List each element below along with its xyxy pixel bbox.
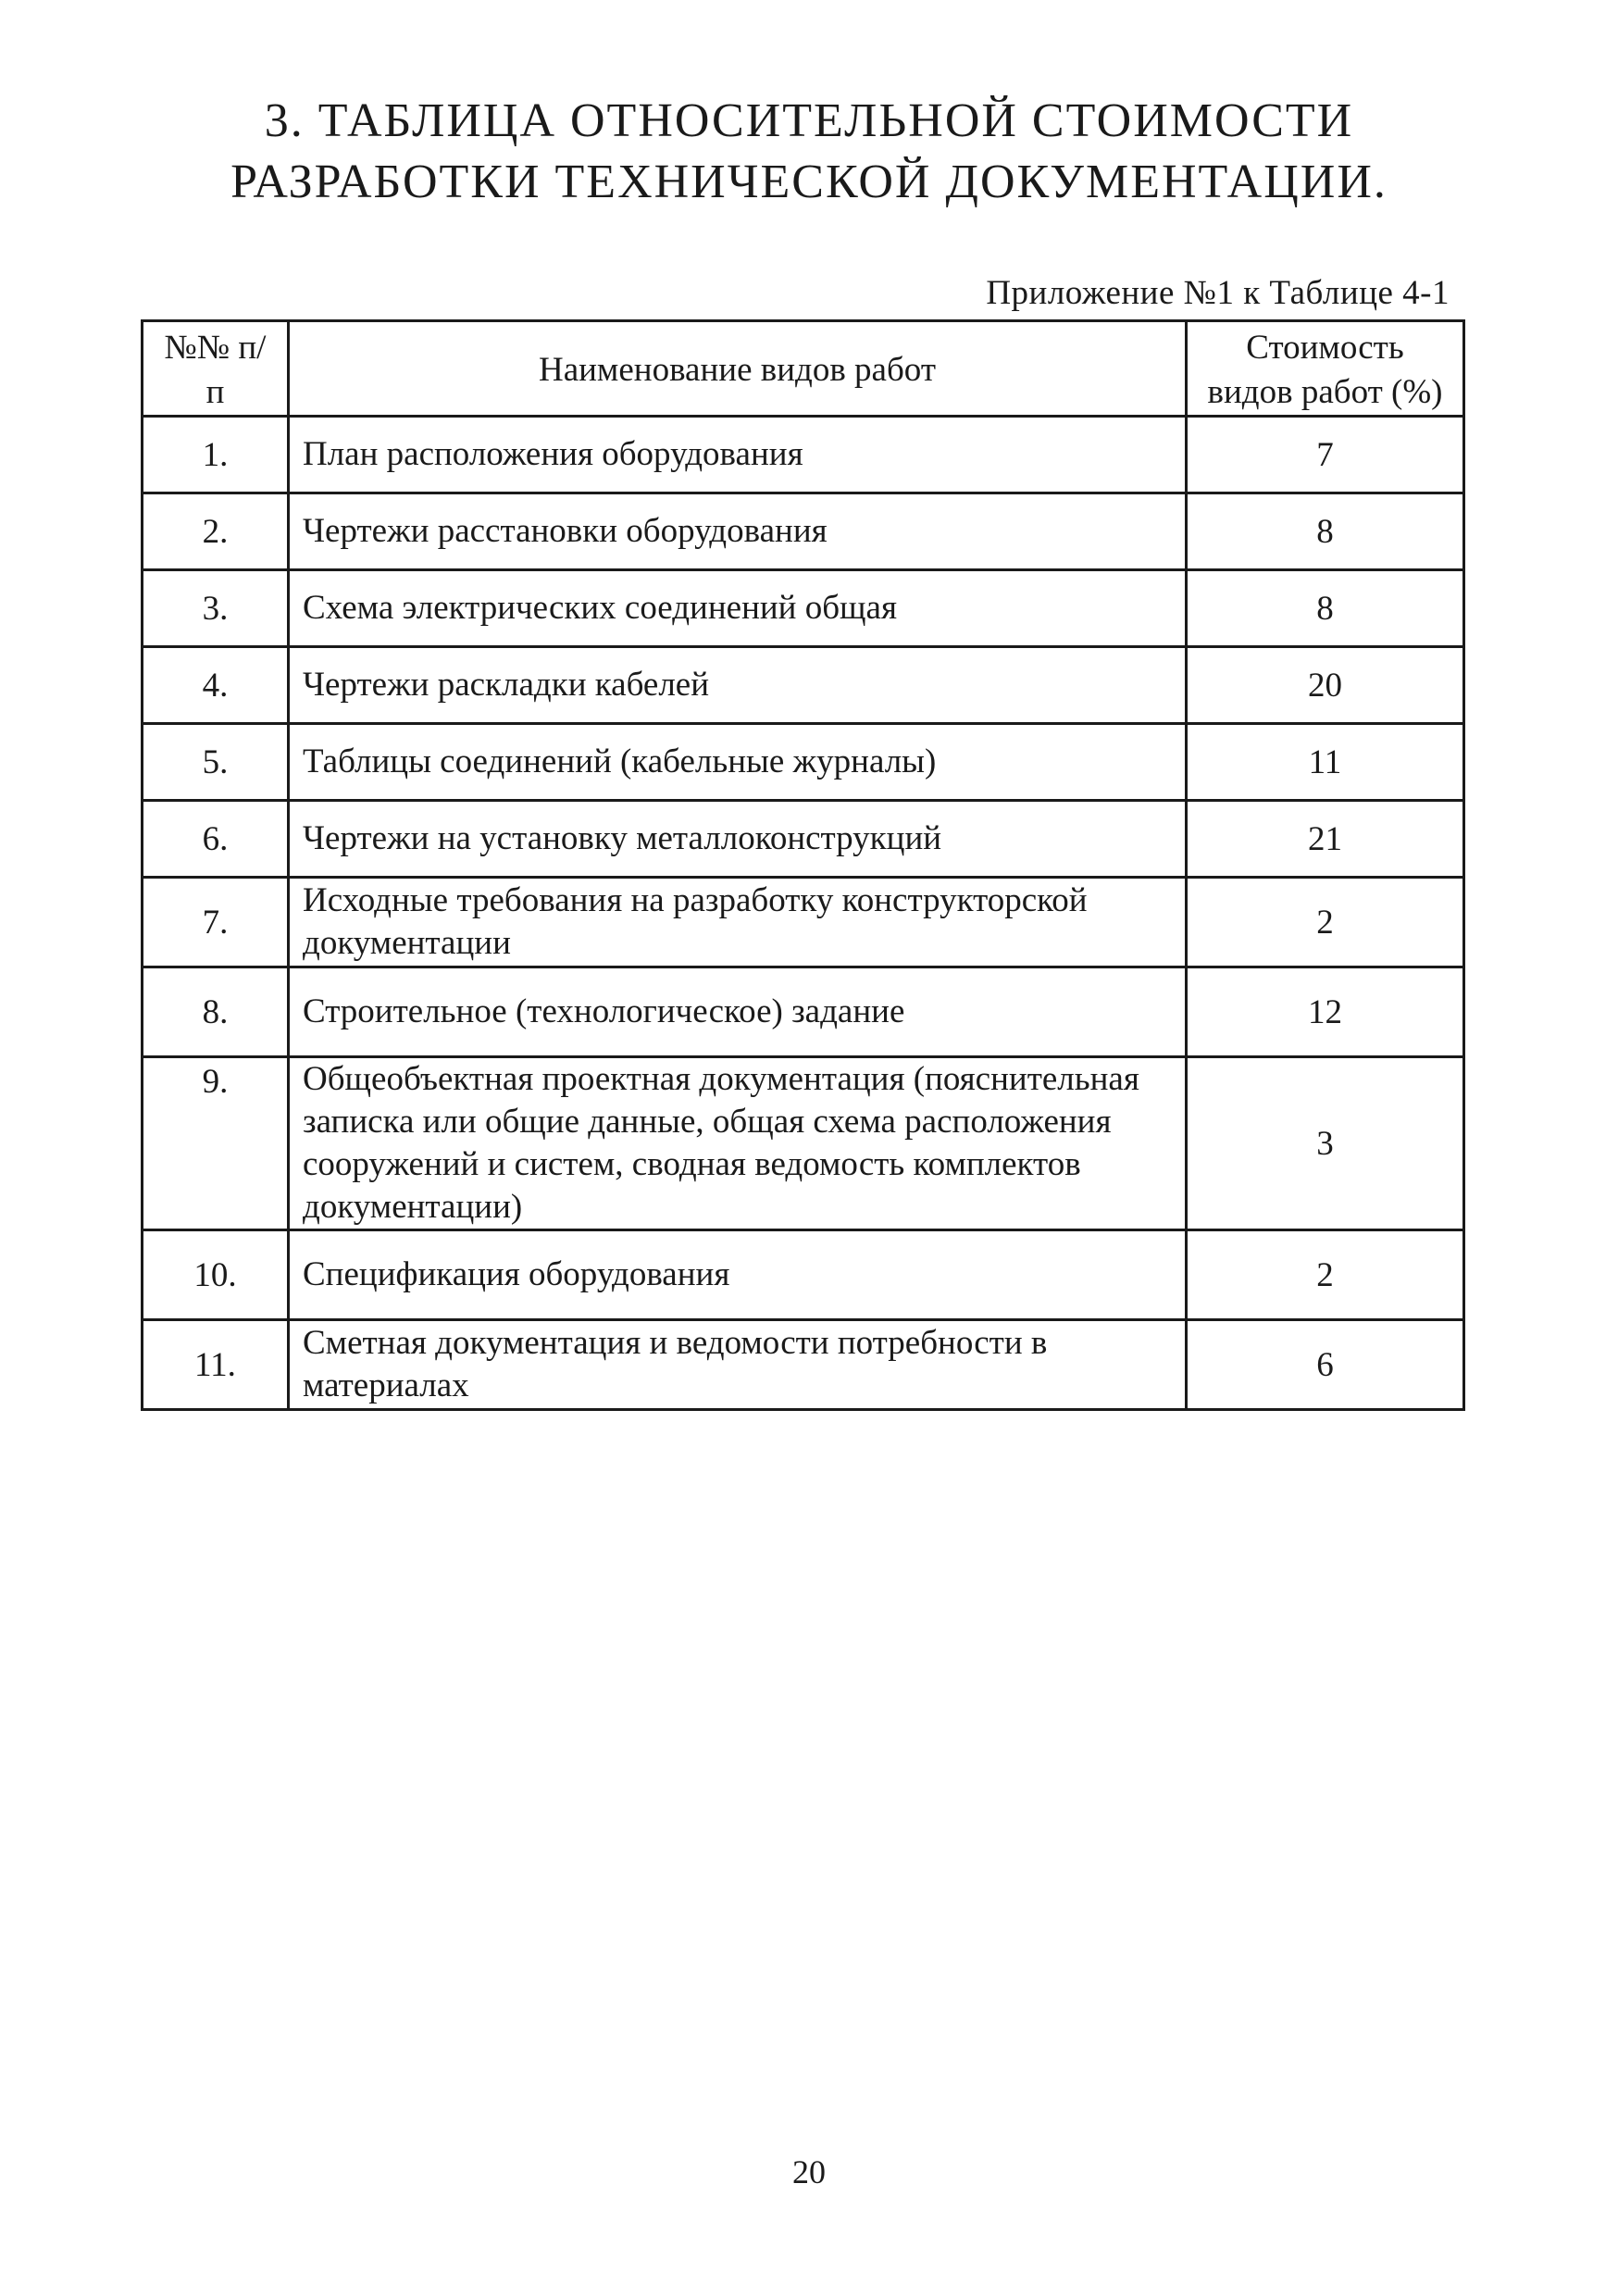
row-num: 5. [143,724,289,801]
table-row [143,493,1464,570]
row-value: 2 [1187,1230,1464,1320]
row-value: 8 [1187,570,1464,647]
table-row [143,417,1464,493]
row-value: 12 [1187,967,1464,1057]
page-number: 20 [792,2153,826,2190]
table-row [143,1320,1464,1410]
row-num: 11. [143,1320,289,1410]
table-row [143,878,1464,967]
row-num: 4. [143,647,289,724]
row-name: Чертежи расстановки оборудования [289,493,1187,570]
header-name: Наименование видов работ [289,321,1187,417]
table-row [143,570,1464,647]
row-value: 6 [1187,1320,1464,1410]
row-value: 3 [1187,1057,1464,1230]
row-name: Строительное (технологическое) задание [289,967,1187,1057]
title-line-1: 3. ТАБЛИЦА ОТНОСИТЕЛЬНОЙ СТОИМОСТИ [264,94,1354,147]
row-value: 21 [1187,801,1464,878]
row-num: 8. [143,967,289,1057]
table-row [143,967,1464,1057]
row-name: Общеобъектная проектная документация (пояснительная записка или общие данные, общая схема расположения сооружений и систем, сводная ведомость комплектов документации) [289,1057,1187,1230]
row-name: Спецификация оборудования [289,1230,1187,1320]
row-name: План расположения оборудования [289,417,1187,493]
row-value: 8 [1187,493,1464,570]
row-name: Схема электрических соединений общая [289,570,1187,647]
row-name: Исходные требования на разработку конструкторской документации [289,878,1187,967]
header-cost: Стоимость видов работ (%) [1187,321,1464,417]
row-num: 3. [143,570,289,647]
row-name: Чертежи раскладки кабелей [289,647,1187,724]
row-name: Таблицы соединений (кабельные журналы) [289,724,1187,801]
title-line-2: РАЗРАБОТКИ ТЕХНИЧЕСКОЙ ДОКУМЕНТАЦИИ. [230,156,1388,208]
page-title [0,91,1618,213]
row-num: 6. [143,801,289,878]
row-num: 7. [143,878,289,967]
table-row [143,1057,1464,1230]
table-row [143,724,1464,801]
table-row [143,1230,1464,1320]
appendix-note: Приложение №1 к Таблице 4-1 [986,274,1450,312]
row-name: Чертежи на установку металлоконструкций [289,801,1187,878]
row-name: Сметная документация и ведомости потребности в материалах [289,1320,1187,1410]
table-header-row [143,321,1464,417]
row-num: 1. [143,417,289,493]
row-value: 2 [1187,878,1464,967]
row-value: 7 [1187,417,1464,493]
cost-table [141,319,1465,1411]
row-value: 11 [1187,724,1464,801]
row-num: 9. [143,1057,289,1230]
row-value: 20 [1187,647,1464,724]
header-num: №№ п/п [143,321,289,417]
row-num: 10. [143,1230,289,1320]
table-row [143,801,1464,878]
table-row [143,647,1464,724]
row-num: 2. [143,493,289,570]
